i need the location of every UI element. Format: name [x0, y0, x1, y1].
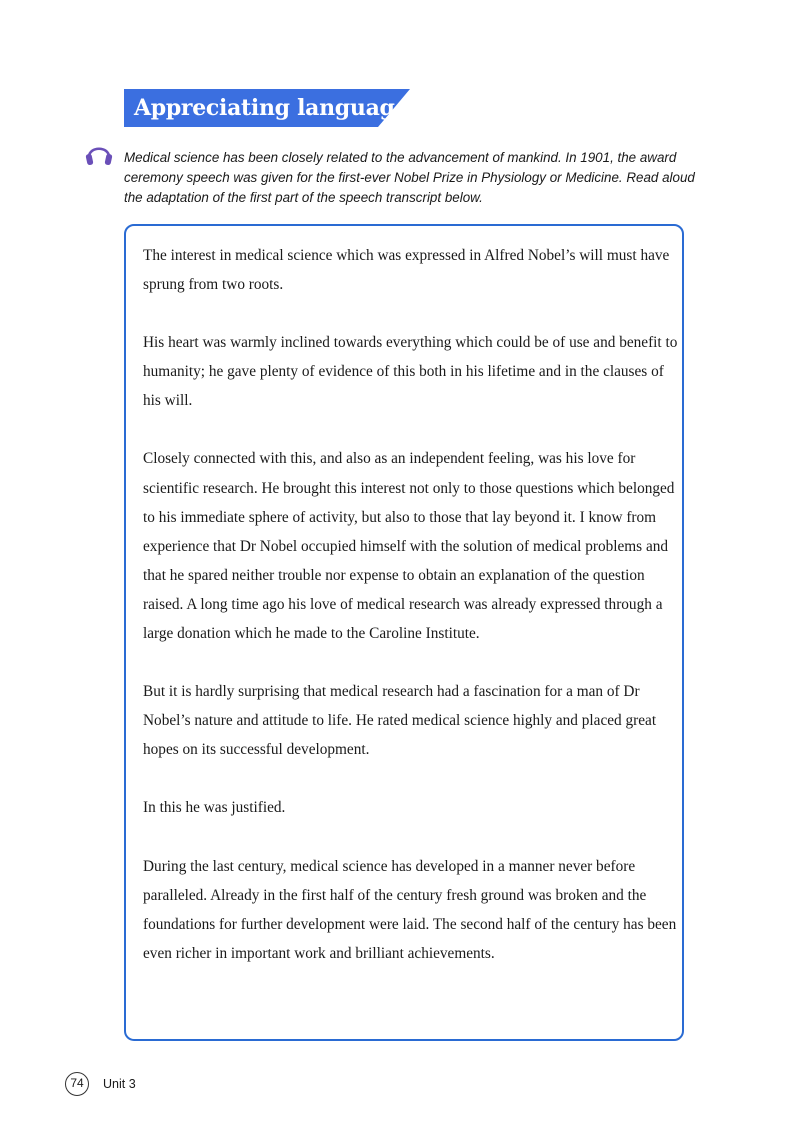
paragraph: Closely connected with this, and also as an independent feeling, was his love for scientific research. He brought this interest not only to those questions which belonged to his immediate sphere of activity, but also to those that lay beyond it. I know from experience that Dr Nobel occupied himself with the solution of medical problems and that he spared neither trouble nor expense to obtain an explanation of the question raised. A long time ago his love of medical research was already expressed through a large donation which he made to the Caroline Institute.: [143, 450, 675, 643]
section-title: Appreciating language: [134, 95, 409, 121]
headphones-icon[interactable]: [84, 138, 114, 168]
speech-transcript: [143, 241, 683, 997]
paragraph: His heart was warmly inclined towards everything which could be of use and benefit to humanity; he gave plenty of evidence of this both in his lifetime and in the clauses of his will.: [143, 334, 678, 410]
paragraph: The interest in medical science which was expressed in Alfred Nobel’s will must have sprung from two roots.: [143, 247, 670, 294]
page-number: 74: [65, 1072, 89, 1096]
paragraph: In this he was justified.: [143, 799, 286, 817]
intro-instructions: Medical science has been closely related to the advancement of mankind. In 1901, the award ceremony speech was given for the first-ever Nobel Prize in Physiology or Medicine. Read aloud the adaptation of the first part of the speech transcript below.: [124, 150, 695, 205]
paragraph: But it is hardly surprising that medical research had a fascination for a man of Dr Nobel’s nature and attitude to life. He rated medical science highly and placed great hopes on its successful development.: [143, 683, 657, 759]
unit-label: Unit 3: [103, 1077, 136, 1091]
paragraph: During the last century, medical science has developed in a manner never before paralleled. Already in the first half of the century fresh ground was broken and the foundations for further development were laid. The second half of the century has been even richer in important work and brilliant achievements.: [143, 857, 677, 962]
section-heading-banner: [124, 89, 410, 127]
